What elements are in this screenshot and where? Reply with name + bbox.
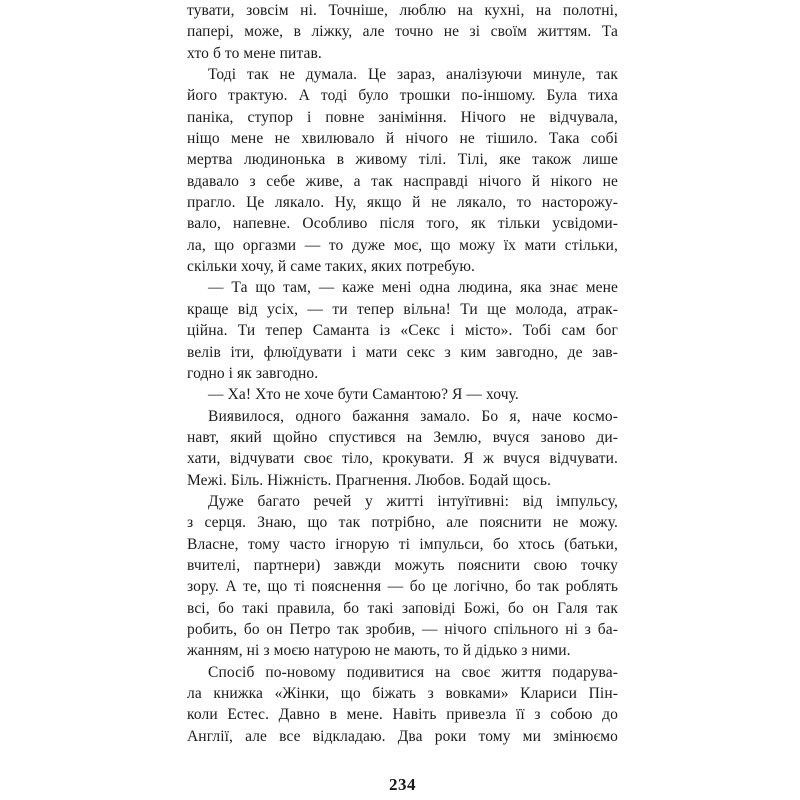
- text-line: ніщо мене не хвилювало й нічого не тішило. Така собі: [187, 130, 618, 148]
- text-line: зору. А те, що ті пояснення — бо це логічно, бо так роблять: [187, 578, 618, 596]
- text-line: Власне, тому часто ігнорую ті імпульси, бо хтось (батьки,: [187, 535, 618, 553]
- text-line: ла книжка «Жінки, що біжать з вовками» Клариси Пін-: [187, 685, 618, 702]
- page-number: 234: [389, 775, 416, 794]
- text-line: годно і як завгодно.: [187, 364, 319, 382]
- text-line: — Та що там, — каже мені одна людина, яка знає мене: [208, 279, 618, 297]
- text-line: коли Естес. Давно в мене. Навіть привезла її з собою до: [187, 706, 618, 724]
- text-line: Англії, але все відкладаю. Два роки тому ми змінюємо: [187, 727, 618, 745]
- text-line: папері, може, в ліжку, але точно не зі своїм життям. Та: [187, 23, 618, 41]
- text-line: мертва людинонька в живому тілі. Тілі, яке також лише: [187, 151, 618, 169]
- text-line: жанням, ні з моєю натурою не мають, то й дідько з ними.: [187, 642, 571, 660]
- text-line: Межі. Біль. Ніжність. Прагнення. Любов. Бодай щось.: [187, 471, 552, 489]
- text-line: вчителі, партнери) завжди можуть пояснити свою точку: [187, 556, 618, 574]
- text-line: вдавало з себе живе, а так насправді нічого й нікого не: [187, 172, 618, 190]
- text-line: скільки хочу, й саме таких, яких потребую.: [187, 258, 476, 276]
- text-line: хто б то мене питав.: [187, 44, 322, 62]
- text-line: прагло. Це лякало. Ну, якщо й не лякало, то насторожу-: [187, 194, 618, 212]
- text-line: всі, бо такі правила, бо такі заповіді Божі, бо он Галя так: [187, 599, 618, 617]
- text-line: краще від усіх, — ти тепер вільна! Ти ще молода, атрак-: [187, 300, 618, 318]
- text-line: хати, відчувати своє тіло, крокувати. Я ж вчуся відчувати.: [187, 450, 618, 468]
- text-line: Дуже багато речей у житті інтуїтивні: від імпульсу,: [208, 492, 618, 510]
- text-line: паніка, ступор і повне заніміння. Нічого не відчувала,: [187, 108, 618, 126]
- text-line: велів іти, флюїдувати і мати секс з ким завгодно, де зав-: [187, 343, 618, 361]
- text-line: робить, бо он Петро так зробив, — нічого спільного ні з ба-: [187, 620, 618, 638]
- text-line: ційна. Ти тепер Саманта із «Секс і місто». Тобі сам бог: [187, 322, 618, 340]
- text-block: [187, 0, 618, 747]
- text-line: ла, що оргазми — то дуже моє, що можу їх мати стільки,: [187, 236, 618, 254]
- text-line: з серця. Знаю, що так потрібно, але пояснити не можу.: [187, 514, 618, 532]
- text-line: — Ха! Хто не хоче бути Самантою? Я — хочу.: [208, 386, 519, 404]
- text-line: Спосіб по-новому подивитися на своє життя подарува-: [208, 663, 618, 681]
- text-line: Виявилося, одного бажання замало. Бо я, наче космо-: [208, 407, 618, 425]
- text-line: Тоді так не думала. Це зараз, аналізуючи минуле, так: [208, 66, 618, 84]
- text-line: навт, який щойно спустився на Землю, вчуся заново ди-: [187, 428, 618, 446]
- text-line: тувати, зовсім ні. Точніше, люблю на кухні, на полотні,: [187, 2, 618, 19]
- text-line: його трактую. А тоді було трошки по-іншому. Була тиха: [187, 87, 618, 105]
- text-line: вало, напевне. Особливо після того, як тільки усвідоми-: [187, 215, 618, 233]
